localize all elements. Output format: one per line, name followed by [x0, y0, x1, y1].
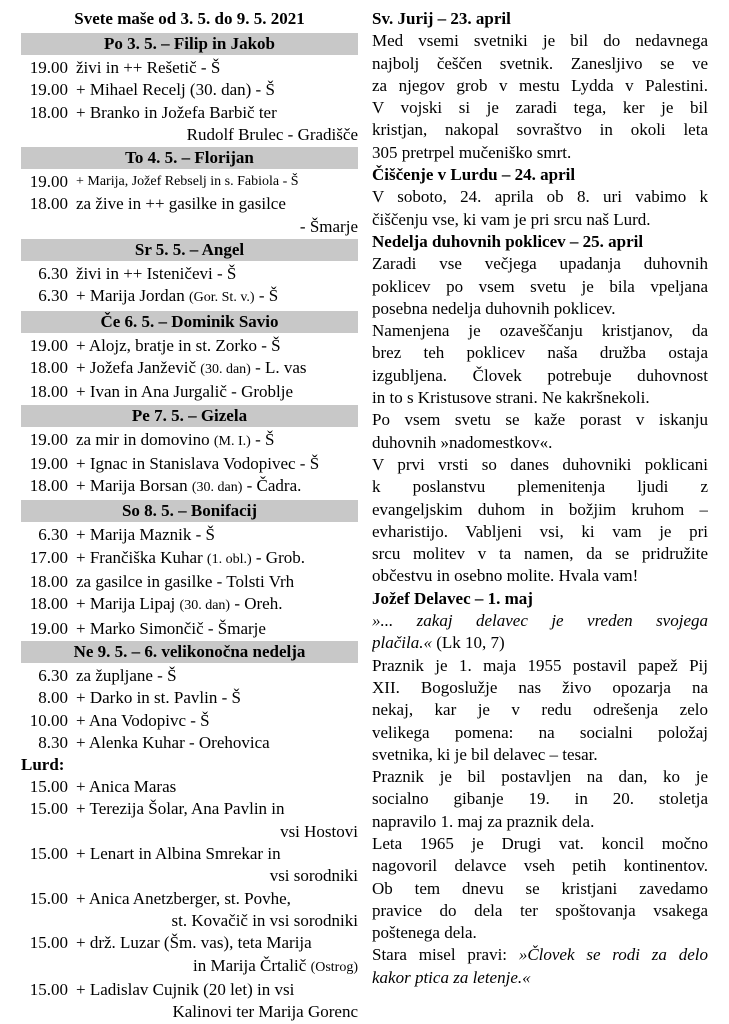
mass-text-2: st. Kovačič in vsi sorodniki — [171, 910, 358, 930]
mass-text: živi in ++ Isteničevi - Š — [76, 264, 237, 284]
mass-text: + Marija Maznik - Š — [76, 525, 215, 545]
mass-entry — [21, 618, 358, 640]
mass-entry — [21, 524, 358, 546]
text-line: izgubljena. Človek potrebuje duhovnost — [372, 365, 708, 385]
mass-text: + Marija, Jožef Rebselj in s. Fabiola - Š — [76, 174, 299, 190]
paragraph — [372, 409, 708, 454]
mass-text: + Ana Vodopivc - Š — [76, 710, 210, 730]
text-line: posebna nedelja duhovnih poklicev. — [372, 298, 616, 318]
mass-text: + Jožefa Janževič — [76, 357, 197, 377]
mass-intention — [76, 979, 358, 1001]
mass-continuation — [76, 910, 358, 932]
text-line: V vojski si je zaradi tega, ker je bil — [372, 98, 708, 118]
mass-entry — [21, 547, 358, 571]
text-line: velikega pomena: na socialni položaj — [372, 722, 708, 742]
mass-continuation — [76, 865, 358, 887]
mass-text: + Ivan in Ana Jurgalič - Groblje — [76, 382, 293, 402]
mass-entry — [21, 571, 358, 593]
mass-entry — [21, 335, 358, 357]
text-line: Med vsemi svetniki je bil do nedavnega — [372, 31, 708, 51]
text-line: V prvi vrsti so danes duhovniki poklicani — [372, 454, 708, 474]
day-header: Če 6. 5. – Dominik Savio — [21, 311, 358, 333]
mass-time: 18.00 — [29, 476, 68, 496]
mass-entry — [21, 171, 358, 193]
mass-time: 15.00 — [29, 844, 68, 864]
paragraph — [372, 186, 708, 231]
mass-text-2: vsi Hostovi — [280, 821, 358, 841]
mass-time: 19.00 — [29, 429, 68, 449]
text-line: XII. Bogoslužje nas živo opozarja na — [372, 677, 708, 697]
mass-time: 18.00 — [29, 194, 68, 214]
mass-time: 15.00 — [29, 933, 68, 953]
mass-note: (M. I.) — [213, 433, 251, 449]
text-line: poklicev po vsem svetu je bila vpeljana — [372, 276, 708, 296]
mass-time: 18.00 — [29, 357, 68, 377]
text-line: Praznik je 1. maja 1955 postavil papež Pij — [372, 655, 708, 675]
paragraph — [372, 766, 708, 833]
text-line: svetnika, ki je bil delavec – tesar. — [372, 744, 598, 764]
paragraph — [372, 454, 708, 588]
mass-text: + Marija Jordan — [76, 286, 185, 306]
mass-intention — [76, 843, 358, 865]
mass-text: + Anica Maras — [76, 777, 177, 797]
day-header: So 8. 5. – Bonifacij — [21, 500, 358, 522]
mass-entry — [21, 888, 358, 933]
mass-intention — [76, 102, 358, 124]
mass-intention — [76, 687, 358, 709]
mass-text: živi in ++ Rešetič - Š — [76, 58, 221, 77]
mass-location: - Oreh. — [234, 594, 283, 614]
text-line: pravice do dela ter spoštovanja vsakega — [372, 900, 708, 920]
mass-text: + Branko in Jožefa Barbič ter — [76, 102, 277, 122]
announcements — [372, 8, 708, 989]
text-line: brez teh poklicev naša družba ostaja — [372, 343, 708, 363]
closing-italic: »Človek se rodi za delo — [518, 945, 708, 965]
mass-text-2: Rudolf Brulec - Gradišče — [186, 124, 358, 144]
mass-continuation — [76, 216, 358, 238]
mass-time: 10.00 — [29, 710, 68, 730]
section-heading: Nedelja duhovnih poklicev – 25. april — [372, 231, 644, 251]
mass-time: 17.00 — [29, 547, 68, 567]
mass-note: (30. dan) — [200, 361, 251, 377]
mass-continuation — [76, 955, 358, 979]
mass-intention — [76, 932, 358, 954]
text-line: napravilo 1. maj za praznik dela. — [372, 811, 595, 831]
text-line: najbolj češčen svetnik. Zanesljivo se ve — [372, 53, 708, 73]
mass-text: + Marija Borsan — [76, 476, 188, 496]
quote-text: plačila.« — [372, 633, 432, 653]
mass-time: 19.00 — [29, 58, 68, 77]
mass-text: + Alenka Kuhar - Orehovica — [76, 732, 270, 752]
mass-time: 19.00 — [29, 335, 68, 355]
paragraph — [372, 30, 708, 164]
mass-time: 6.30 — [38, 525, 68, 545]
mass-location: - Š — [258, 286, 279, 306]
lurd-list — [21, 776, 358, 1023]
mass-entry — [21, 381, 358, 403]
mass-entry — [21, 453, 358, 475]
mass-text: + Frančiška Kuhar — [76, 547, 203, 567]
text-line — [372, 944, 708, 966]
text-line: k poslanstvu plemenitenja ljudi z — [372, 477, 708, 497]
mass-time: 6.30 — [38, 665, 68, 685]
mass-note: (Ostrog) — [310, 959, 358, 975]
mass-intention — [76, 171, 358, 193]
mass-intention — [76, 429, 358, 453]
mass-text-2: - Šmarje — [299, 216, 358, 236]
mass-text: za žive in ++ gasilke in gasilce — [76, 194, 286, 214]
day-header: Ne 9. 5. – 6. velikonočna nedelja — [21, 641, 358, 663]
mass-intention — [76, 263, 358, 285]
days-list — [21, 33, 358, 754]
mass-text: + Darko in st. Pavlin - Š — [76, 688, 241, 708]
mass-text: + Alojz, bratje in st. Zorko - Š — [76, 335, 281, 355]
mass-intention — [76, 571, 358, 593]
sections-list — [372, 8, 708, 989]
mass-text-2: in Marija Črtalič — [193, 955, 307, 975]
mass-intention — [76, 618, 358, 640]
mass-entry — [21, 79, 358, 101]
mass-intention — [76, 193, 358, 215]
section-heading: Čiščenje v Lurdu – 24. april — [372, 165, 576, 185]
mass-time: 19.00 — [29, 172, 68, 192]
mass-time: 18.00 — [29, 594, 68, 614]
text-line: in to s Kristusove strani. Ne kakršnekoli. — [372, 388, 650, 408]
mass-entry — [21, 776, 358, 798]
mass-intention — [76, 710, 358, 732]
mass-text: + Marija Lipaj — [76, 594, 176, 614]
quote-line: »... zakaj delavec je vreden svojega — [372, 611, 708, 631]
mass-location: - Grob. — [255, 547, 305, 567]
mass-schedule — [21, 8, 358, 1023]
mass-text: + Ladislav Cujnik (20 let) in vsi — [76, 979, 295, 999]
mass-entry — [21, 193, 358, 238]
mass-time: 18.00 — [29, 572, 68, 592]
mass-text: + Terezija Šolar, Ana Pavlin in — [76, 799, 285, 819]
mass-time: 8.30 — [38, 732, 68, 752]
text-line: Praznik je bil postavljen na dan, ko je — [372, 767, 708, 787]
mass-intention — [76, 776, 358, 798]
mass-intention — [76, 79, 358, 101]
mass-time: 19.00 — [29, 453, 68, 473]
text-line: občestvu in osebno molite. Hvala vam! — [372, 566, 639, 586]
mass-entry — [21, 732, 358, 754]
mass-text-2: Kalinovi ter Marija Gorenc — [172, 1002, 358, 1022]
mass-intention — [76, 798, 358, 820]
text-line: socialno gibanje 19. in 20. stoletja — [372, 789, 708, 809]
mass-intention — [76, 335, 358, 357]
mass-entry — [21, 475, 358, 499]
mass-time: 6.30 — [38, 286, 68, 306]
closing-prefix: Stara misel pravi: — [372, 945, 519, 965]
text-line: evharistijo. Vabljeni vsi, ki vam je pri — [372, 521, 708, 541]
mass-entry — [21, 593, 358, 617]
mass-time: 15.00 — [29, 888, 68, 908]
mass-time: 18.00 — [29, 382, 68, 402]
text-line: za njegov grob v mestu Lydda v Palestini. — [372, 75, 708, 95]
mass-text: za mir in domovino — [76, 429, 210, 449]
section-heading: Jožef Delavec – 1. maj — [372, 588, 533, 608]
text-line: čiščenju vse, ki vam je pri srcu naš Lurd. — [372, 209, 651, 229]
mass-text: + Ignac in Stanislava Vodopivec - Š — [76, 453, 320, 473]
mass-intention — [76, 888, 358, 910]
mass-note: (1. obl.) — [206, 551, 252, 567]
text-line: duhovnih »nadomestkov«. — [372, 432, 553, 452]
mass-text: + Anica Anetzberger, st. Povhe, — [76, 888, 291, 908]
mass-time: 15.00 — [29, 799, 68, 819]
paragraph — [372, 655, 708, 766]
mass-intention — [76, 593, 358, 617]
quote-line — [372, 632, 708, 654]
closing-quote — [372, 944, 708, 989]
day-header: To 4. 5. – Florijan — [21, 147, 358, 169]
mass-entry — [21, 357, 358, 381]
mass-entry — [21, 687, 358, 709]
text-line: kristjan, nakopal sovraštvo in okoli leta — [372, 120, 708, 140]
day-header: Sr 5. 5. – Angel — [21, 239, 358, 261]
mass-note: (30. dan) — [179, 598, 231, 614]
mass-text: + drž. Luzar (Šm. vas), teta Marija — [76, 933, 312, 953]
section-heading: Sv. Jurij – 23. april — [372, 9, 511, 28]
mass-entry — [21, 979, 358, 1024]
text-line: srcu molitev v ta namen, da se pridružite — [372, 544, 708, 564]
paragraph — [372, 833, 708, 944]
mass-entry — [21, 843, 358, 888]
mass-entry — [21, 57, 358, 79]
mass-entry — [21, 263, 358, 285]
mass-time: 15.00 — [29, 777, 68, 797]
mass-continuation — [76, 821, 358, 843]
schedule-title: Svete maše od 3. 5. do 9. 5. 2021 — [74, 9, 305, 28]
mass-text: + Marko Simončič - Šmarje — [76, 618, 266, 638]
mass-entry — [21, 429, 358, 453]
mass-text: + Lenart in Albina Smrekar in — [76, 844, 281, 864]
mass-text: + Mihael Recelj (30. dan) - Š — [76, 80, 275, 100]
text-line: nekaj, kar je v redu odrešenja zelo — [372, 700, 708, 720]
text-line: Leta 1965 je Drugi vat. koncil močno — [372, 833, 708, 853]
mass-entry — [21, 102, 358, 147]
mass-continuation — [76, 1001, 358, 1023]
mass-time: 15.00 — [29, 979, 68, 999]
mass-intention — [76, 57, 358, 79]
mass-text: za župljane - Š — [76, 665, 177, 685]
text-line: nagovoril delavce vseh petih kontinentov. — [372, 856, 708, 876]
text-line: evangeljskim duhom in božjim kruhom – — [372, 499, 708, 519]
quote-reference: (Lk 10, 7) — [436, 633, 505, 653]
text-line: V soboto, 24. aprila ob 8. uri vabimo k — [372, 187, 708, 207]
mass-intention — [76, 453, 358, 475]
mass-entry — [21, 798, 358, 843]
mass-note: (30. dan) — [191, 480, 243, 496]
mass-time: 6.30 — [38, 264, 68, 284]
mass-text: za gasilce in gasilke - Tolsti Vrh — [76, 572, 295, 592]
mass-intention — [76, 547, 358, 571]
paragraph — [372, 253, 708, 320]
day-header: Po 3. 5. – Filip in Jakob — [21, 33, 358, 55]
mass-time: 19.00 — [29, 618, 68, 638]
quote — [372, 610, 708, 655]
mass-intention — [76, 732, 358, 754]
text-line: poštenega dela. — [372, 923, 477, 943]
mass-text-2: vsi sorodniki — [269, 866, 358, 886]
mass-location: - Š — [255, 429, 275, 449]
mass-intention — [76, 357, 358, 381]
day-header: Pe 7. 5. – Gizela — [21, 405, 358, 427]
text-line: Po vsem svetu se kaže porast v iskanju — [372, 410, 708, 430]
mass-location: - Čadra. — [246, 476, 302, 496]
mass-intention — [76, 524, 358, 546]
mass-location: - L. vas — [255, 357, 307, 377]
mass-note: (Gor. St. v.) — [188, 290, 255, 306]
mass-entry — [21, 665, 358, 687]
text-line: 305 pretrpel mučeniško smrt. — [372, 142, 572, 162]
mass-continuation — [76, 124, 358, 146]
text-line: Zaradi vse večjega upadanja duhovnih — [372, 254, 708, 274]
mass-time: 19.00 — [29, 80, 68, 100]
mass-time: 8.00 — [38, 688, 68, 708]
mass-time: 18.00 — [29, 102, 68, 122]
mass-intention — [76, 381, 358, 403]
text-line: Namenjena je ozaveščanju kristjanov, da — [372, 321, 708, 341]
mass-intention — [76, 475, 358, 499]
mass-entry — [21, 285, 358, 309]
lurd-label: Lurd: — [21, 755, 65, 775]
mass-entry — [21, 932, 358, 979]
mass-intention — [76, 665, 358, 687]
text-line: Ob tem dnevu se kristjani zavedamo — [372, 878, 708, 898]
mass-entry — [21, 710, 358, 732]
mass-intention — [76, 285, 358, 309]
closing-italic: kakor ptica za letenje.« — [372, 967, 531, 987]
paragraph — [372, 320, 708, 409]
